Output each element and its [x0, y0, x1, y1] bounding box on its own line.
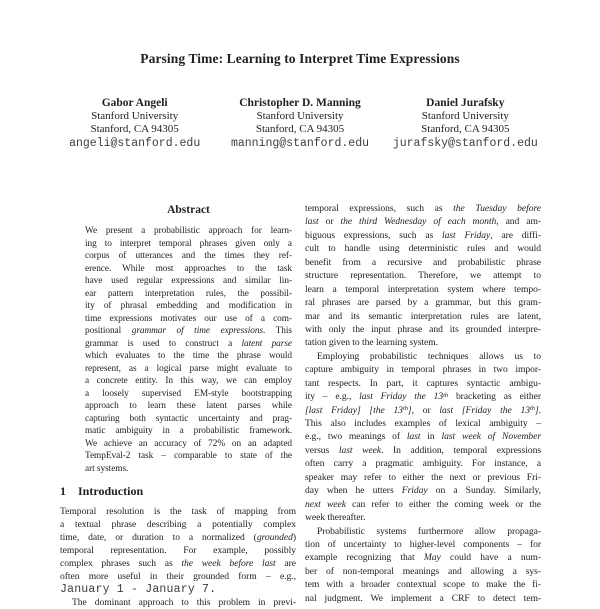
- text-line: complex phrases such as the week before last are: [60, 558, 296, 569]
- text-line: positional grammar of time expressions. This: [85, 326, 292, 336]
- text-line: biguous expressions, such as last Friday, are diffi-: [305, 229, 541, 241]
- text-line: capturing both syntactic uncertainty and prag-: [85, 413, 292, 424]
- author-affiliation: Stanford University: [256, 110, 344, 122]
- text-line: grammar is used to construct a latent parse: [85, 338, 292, 349]
- text-line: benefit from a recursive and probabilistic phrase: [305, 256, 541, 268]
- text-line: ity – e.g., last Friday the 13th bracketing as either: [305, 391, 541, 403]
- text-line: time expressions motivates our use of a com-: [85, 313, 292, 324]
- text-line: learn a temporal interpretation system where tempo-: [305, 283, 541, 295]
- paper-title: Parsing Time: Learning to Interpret Time Expressions: [140, 51, 460, 66]
- text-line: structure representation. Therefore, we attempt to: [305, 270, 541, 282]
- author-city: Stanford, CA 94305: [255, 123, 345, 135]
- text-line: have used regular expressions and similar lin-: [85, 276, 292, 286]
- author-city: Stanford, CA 94305: [421, 123, 510, 135]
- text-line: corpus of utterances and the times they ref-: [85, 251, 292, 261]
- text-line: example recognizing that May could have a num-: [305, 552, 541, 564]
- text-line: January 1 - January 7.: [60, 583, 217, 596]
- author-block: [383, 96, 548, 151]
- text-line: a concrete entity. In this way, we can employ: [85, 376, 292, 386]
- text-line: a textual phrase describing a potentially complex: [60, 519, 296, 530]
- section-heading: [60, 484, 296, 498]
- text-line: e.g., two meanings of last in last week of November: [305, 431, 541, 443]
- text-line: This also includes examples of lexical ambiguity –: [305, 418, 541, 429]
- author-email: angeli@stanford.edu: [69, 137, 201, 150]
- text-line: ear pattern interpretation rules, the possibil-: [85, 288, 292, 299]
- text-line: which evaluates to the time the phrase would: [85, 351, 292, 361]
- text-line: matic ambiguity in a probabilistic framework.: [85, 426, 292, 436]
- text-line: TempEval-2 task – comparable to state of the: [85, 451, 292, 461]
- text-line: nal judgment. We implement a CRF to detect tem-: [305, 592, 541, 604]
- text-line: ing to interpret temporal phrases given only a: [85, 238, 292, 249]
- author-row: [52, 96, 548, 151]
- text-line: temporal expressions, such as the Tuesday before: [305, 203, 542, 214]
- text-line: approach to learn these latent parses while: [85, 401, 292, 411]
- text-line: ity of phrasal embedding and modification in: [85, 301, 292, 311]
- text-line: ber of non-temporal meanings and allowing a sys-: [305, 565, 541, 577]
- text-line: with only the input phrase and its grounded interpre-: [305, 323, 541, 335]
- author-name: Daniel Jurafsky: [426, 97, 505, 109]
- text-line: day when he utters Friday on a Sunday. Similarly,: [305, 485, 541, 497]
- author-name: Gabor Angeli: [101, 97, 168, 109]
- author-block: [217, 96, 382, 151]
- left-column: [60, 203, 296, 609]
- text-line: tant respects. In part, it captures syntactic ambigu-: [305, 377, 541, 389]
- text-line: capture ambiguity in temporal phrases in two impor-: [305, 364, 541, 376]
- abstract-text: [85, 225, 292, 475]
- section-number: 1: [60, 484, 66, 498]
- author-affiliation: Stanford University: [421, 110, 509, 122]
- abstract-heading: Abstract: [167, 204, 210, 216]
- text-line: often more useful in their grounded form – e.g.,: [60, 571, 296, 582]
- text-line: next week can refer to either the coming week or the: [305, 498, 541, 510]
- author-email: manning@stanford.edu: [230, 137, 369, 150]
- introduction-text: [60, 505, 296, 609]
- right-column: [305, 202, 541, 605]
- section-title: Introduction: [78, 484, 144, 498]
- text-line: art systems.: [85, 463, 129, 474]
- author-email: jurafsky@stanford.edu: [392, 137, 538, 150]
- text-line: week thereafter.: [305, 512, 366, 524]
- text-line: tation given to the learning system.: [305, 337, 439, 349]
- text-line: Probabilistic systems furthermore allow propaga-: [317, 525, 541, 537]
- text-line: last or the third Wednesday of each month, and am-: [305, 216, 541, 228]
- text-line: mar and its semantic interpretation rules are latent,: [305, 310, 541, 322]
- text-line: represent, as a logical parse might evaluate to: [85, 363, 292, 374]
- text-line: Temporal resolution is the task of mapping from: [60, 506, 296, 517]
- author-city: Stanford, CA 94305: [90, 123, 179, 135]
- text-line: We present a probabilistic approach for learn-: [85, 226, 292, 236]
- text-line: ral phrases are parsed by a grammar, but this gram-: [305, 297, 541, 309]
- text-line: versus last week. In addition, temporal expressions: [305, 444, 542, 456]
- author-affiliation: Stanford University: [91, 110, 179, 122]
- text-line: [last Friday] [the 13th], or last [Friday the 13th].: [305, 404, 541, 416]
- text-line: Employing probabilistic techniques allows us to: [317, 350, 541, 362]
- author-block: [52, 96, 217, 151]
- author-name: Christopher D. Manning: [239, 97, 361, 109]
- text-line: speaker may refer to either the next or previous Fri-: [305, 471, 541, 483]
- text-line: tion of uncertainty to higher-level components – for: [305, 538, 541, 550]
- text-line: temporal representation. For example, possibly: [60, 545, 296, 556]
- text-line: a loosely supervised EM-style bootstrapping: [85, 388, 292, 399]
- text-line: often carry a pragmatic ambiguity. For instance, a: [305, 458, 541, 470]
- text-line: erence. While most approaches to the task: [85, 263, 292, 274]
- text-line: tem with a broader contextual scope to make the fi-: [305, 579, 541, 591]
- text-line: We achieve an accuracy of 72% on an adapted: [85, 438, 292, 449]
- text-line: The dominant approach to this problem in previ-: [72, 597, 296, 608]
- text-line: cult to handle using deterministic rules and would: [305, 243, 541, 255]
- text-line: time, date, or duration to a normalized (grounded): [60, 532, 296, 543]
